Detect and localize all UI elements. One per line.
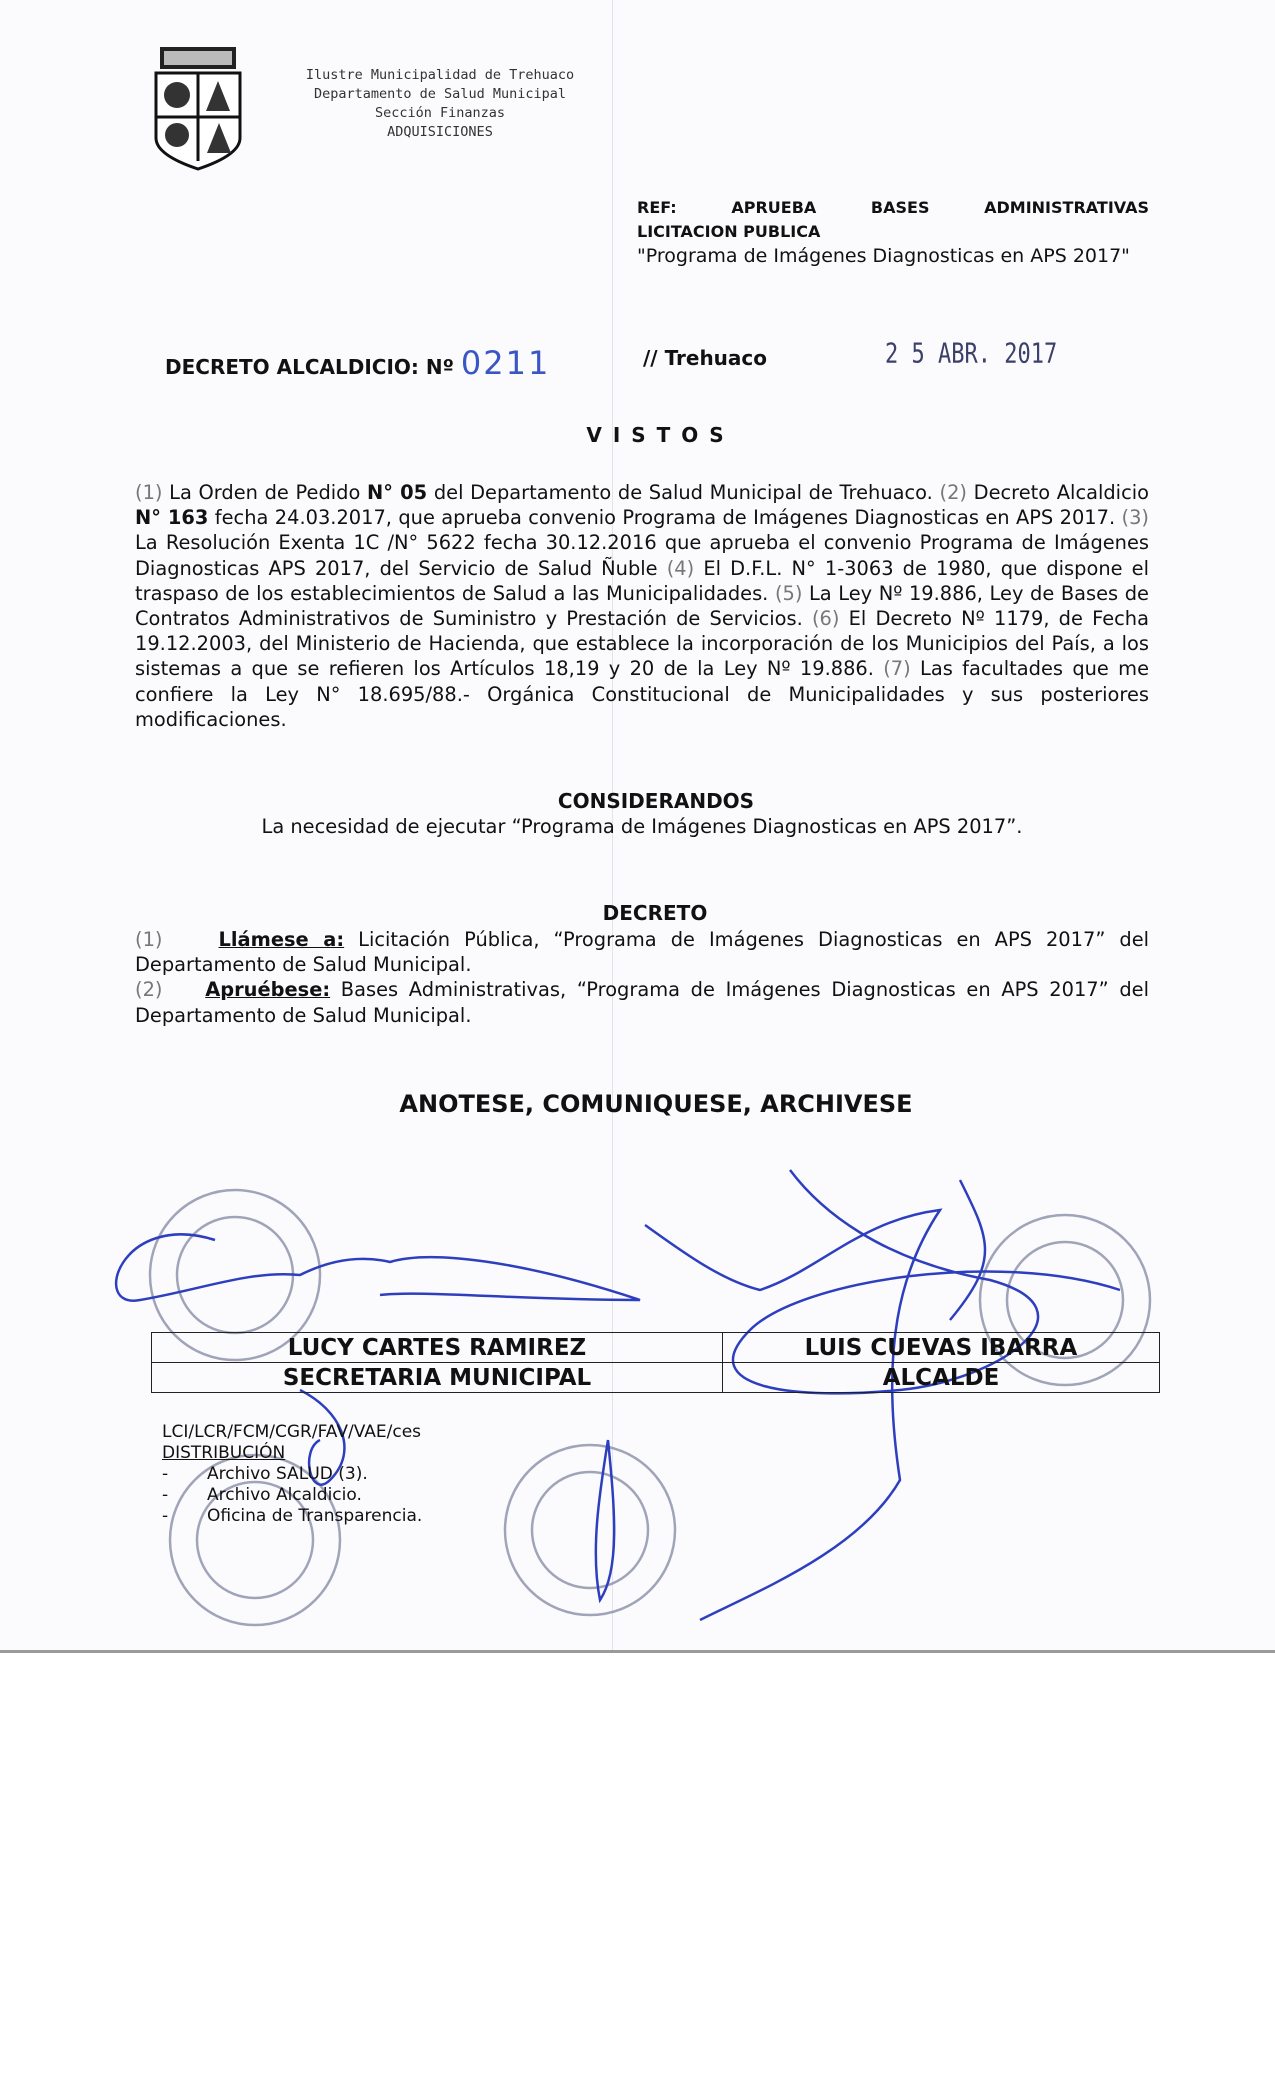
header-line: Ilustre Municipalidad de Trehuaco (305, 67, 575, 83)
stamps-and-signatures (0, 1150, 1275, 1650)
control-unit-stamp-icon (505, 1445, 675, 1615)
coat-of-arms-logo (150, 43, 246, 173)
date-stamp: 2 5 ABR. 2017 (885, 338, 1058, 371)
decree-place: // Trehuaco (643, 346, 768, 370)
closing-formula: ANOTESE, COMUNIQUESE, ARCHIVESE (399, 1090, 913, 1118)
left-signer-name: LUCY CARTES RAMIREZ (152, 1333, 723, 1363)
header-line: Departamento de Salud Municipal (314, 86, 566, 102)
vistos-item-number: (2) (939, 481, 967, 504)
distribution-block (162, 1422, 422, 1527)
distribution-item-text: Archivo Alcaldicio. (207, 1485, 362, 1505)
ref-word: ADMINISTRATIVAS (984, 198, 1149, 217)
vistos-item-text: El Decreto Nº 1179, de Fecha 19.12.2003, del Ministerio de Hacienda, que establece la incorporación de los Municipios del País, a los sistemas a que se refieren los Artículos 18,19 y 20 de la Ley Nº 19.886. (135, 607, 1149, 681)
item-label: Llámese a: (218, 928, 345, 951)
header-line: Sección Finanzas (374, 105, 506, 121)
ref-word: APRUEBA (731, 198, 817, 217)
bullet: - (162, 1485, 169, 1505)
considerandos-text: La necesidad de ejecutar “Programa de Imágenes Diagnosticas en APS 2017”. (261, 815, 1023, 838)
vistos-item-text: La Resolución Exenta 1C /N° 5622 fecha 30.12.2016 que aprueba el convenio Programa de Imágenes Diagnosticas APS 2017, del Servicio de Salud Ñuble (135, 531, 1149, 580)
initials: LCI/LCR/FCM/CGR/FAV/VAE/ces (162, 1422, 422, 1442)
vistos-item-number: (3) (1121, 506, 1149, 530)
item-number: (2) (135, 978, 163, 1002)
vistos-paragraph (135, 480, 1149, 732)
vistos-item-text: El D.F.L. N° 1-3063 de 1980, que dispone el traspaso de los establecimientos de Salud a las Municipalidades. (135, 556, 1150, 605)
ref-line: LICITACION PUBLICA (637, 222, 821, 241)
vistos-item-bold: N° 05 (366, 481, 428, 504)
bullet: - (162, 1506, 169, 1526)
signature-table (151, 1332, 1160, 1393)
distribution-item (162, 1464, 422, 1485)
decree-number-handwritten: 0211 (460, 344, 551, 382)
decree-label: DECRETO ALCALDICIO: Nº (165, 355, 454, 379)
item-number: (1) (135, 928, 163, 951)
right-signer-role: ALCALDE (723, 1363, 1160, 1393)
vistos-item-text: La Ley Nº 19.886, Ley de Bases de Contratos Administrativos de Suministro y Prestación de Servicios. (135, 581, 1149, 631)
ref-word: REF: (637, 198, 677, 217)
distribution-item-text: Archivo SALUD (3). (207, 1464, 368, 1484)
item-text: Licitación Pública, “Programa de Imágenes Diagnosticas en APS 2017” del Departamento de Salud Municipal. (135, 928, 1150, 977)
vistos-item-text: La Orden de Pedido (162, 481, 367, 504)
vistos-item-number: (5) (774, 581, 803, 605)
vistos-heading: V I S T O S (586, 423, 726, 447)
decreto-item (135, 977, 1149, 1027)
vistos-item-text: fecha 24.03.2017, que aprueba convenio Programa de Imágenes Diagnosticas en APS 2017. (208, 506, 1122, 530)
vistos-item-bold: N° 163 (135, 506, 209, 530)
item-label: Apruébese: (205, 978, 331, 1002)
vistos-item-number: (1) (135, 481, 163, 504)
distribution-item (162, 1506, 422, 1527)
vistos-item-number: (7) (883, 657, 911, 681)
bullet: - (162, 1464, 169, 1484)
vistos-item-text: Decreto Alcaldicio (966, 481, 1149, 504)
decreto-item (135, 927, 1149, 977)
ref-program: "Programa de Imágenes Diagnosticas en APS 2017" (637, 245, 1130, 267)
vistos-item-number: (6) (811, 607, 840, 631)
institution-header (260, 66, 620, 142)
reference-block (637, 196, 1149, 268)
signature-icon (116, 1170, 1120, 1620)
right-signer-name: LUIS CUEVAS IBARRA (723, 1333, 1160, 1363)
left-signer-role: SECRETARIA MUNICIPAL (152, 1363, 723, 1393)
item-text: Bases Administrativas, “Programa de Imágenes Diagnosticas en APS 2017” del Departamento de Salud Municipal. (135, 978, 1149, 1027)
vistos-item-number: (4) (666, 556, 695, 580)
decree-number-line (165, 344, 550, 382)
decreto-items (135, 927, 1149, 1028)
considerandos-heading: CONSIDERANDOS (557, 789, 755, 813)
decreto-heading: DECRETO (602, 901, 708, 925)
distribution-item-text: Oficina de Transparencia. (207, 1506, 423, 1526)
distribution-heading: DISTRIBUCIÓN (162, 1443, 286, 1463)
vistos-item-text: Las facultades que me confiere la Ley N° 18.695/88.- Orgánica Constitucional de Municipalidades y sus posteriores modificaciones. (135, 657, 1149, 731)
vistos-item-text: del Departamento de Salud Municipal de Trehuaco. (427, 481, 940, 504)
distribution-item (162, 1485, 422, 1506)
ref-word: BASES (870, 198, 930, 217)
header-line: ADQUISICIONES (387, 124, 493, 140)
